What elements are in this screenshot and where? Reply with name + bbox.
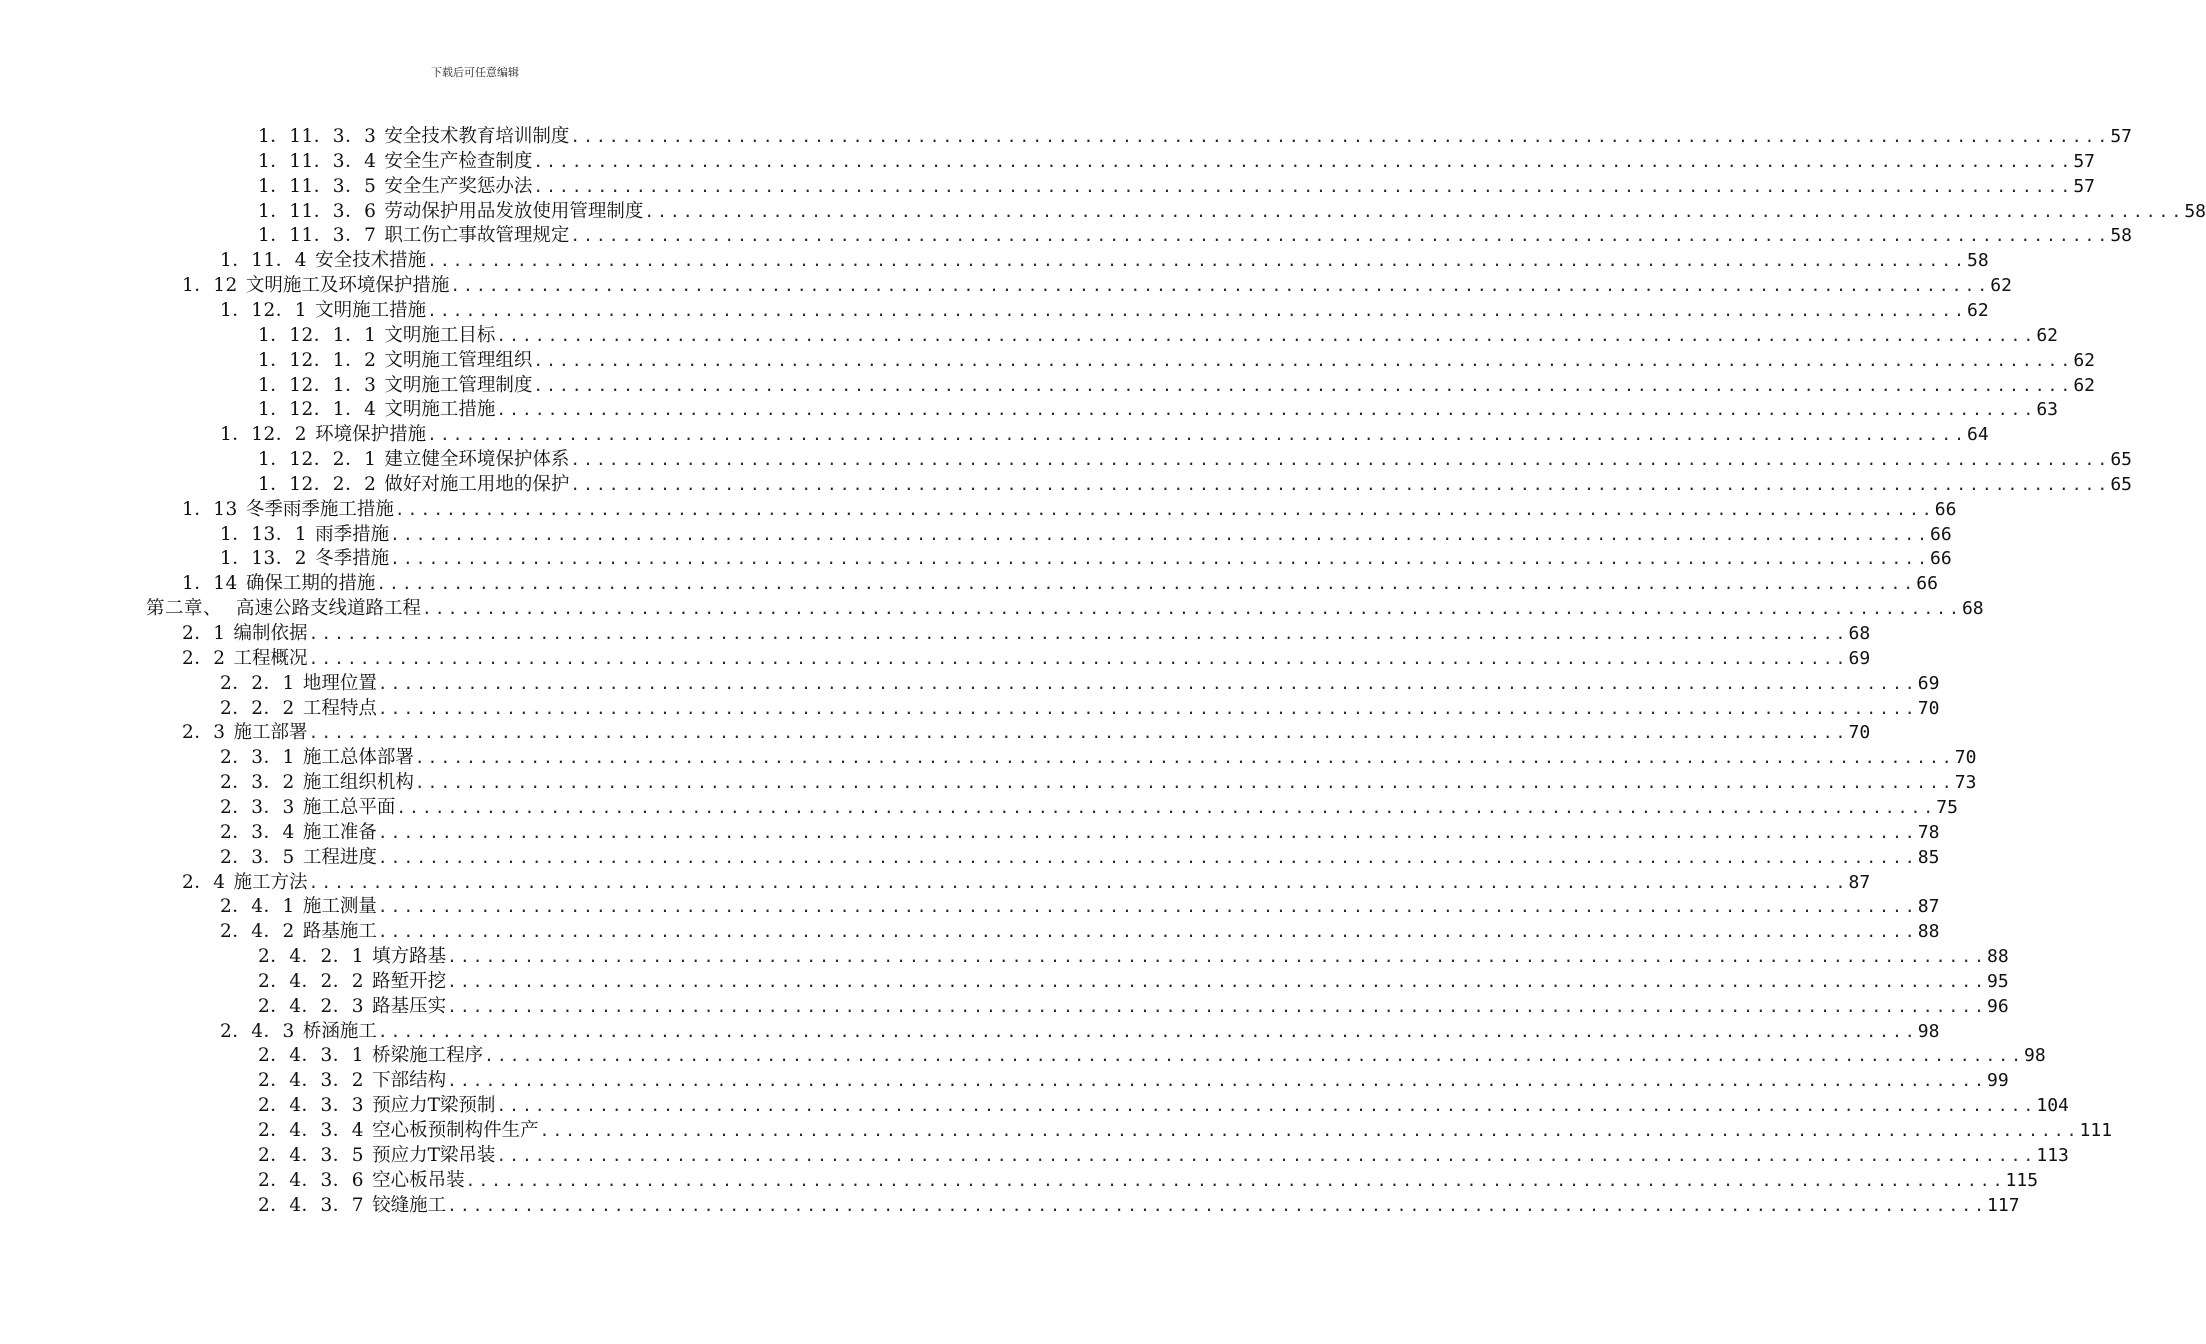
toc-entry-number: 1．11．3．7	[258, 225, 377, 247]
toc-entry-number: 1．13	[182, 498, 238, 520]
toc-entry-page-number: 99	[1987, 1070, 2009, 1092]
toc-entry-number: 1．11．3．3	[258, 126, 377, 147]
toc-dot-leader: ........................................................................................................................	[427, 300, 1968, 320]
toc-entry-number: 2．3	[182, 722, 226, 744]
toc-dot-leader: ........................................................................................................................	[377, 847, 1918, 867]
toc-entry-number: 1．12．2	[220, 424, 308, 446]
toc-dot-leader: ........................................................................................................................	[414, 773, 1955, 793]
toc-entry-page-number: 57	[2110, 126, 2132, 147]
toc-entry-title: 做好对施工用地的保护	[384, 473, 570, 495]
toc-entry-number: 1．11．4	[220, 250, 308, 272]
toc-entry-title: 路基压实	[372, 995, 447, 1017]
toc-entry-page-number: 111	[2079, 1120, 2113, 1141]
toc-entry-title: 预应力T梁预制	[372, 1095, 496, 1117]
toc-entry[interactable]	[182, 273, 2012, 298]
toc-entry-page-number: 58	[2110, 225, 2132, 247]
toc-entry[interactable]	[258, 1068, 2009, 1093]
toc-entry-title: 路堑开挖	[372, 970, 447, 992]
toc-entry-number: 2．4．2	[220, 921, 295, 943]
toc-dot-leader: ........................................................................................................................	[377, 822, 1918, 842]
toc-entry-page-number: 87	[1917, 896, 1940, 918]
toc-entry-page-number: 75	[1936, 796, 1958, 818]
toc-entry[interactable]	[258, 1043, 2046, 1068]
toc-entry-title: 铰缝施工	[372, 1194, 447, 1216]
toc-entry[interactable]	[146, 596, 1984, 621]
toc-entry-title: 空心板吊装	[372, 1169, 465, 1191]
toc-entry-number: 1．12．2．1	[258, 449, 377, 471]
toc-dot-leader: ........................................................................................................................	[396, 797, 1937, 817]
toc-dot-leader: ........................................................................................................................	[377, 897, 1918, 917]
toc-entry-title: 编制依据	[233, 623, 308, 644]
toc-entry[interactable]	[220, 298, 1989, 323]
toc-entry[interactable]	[258, 149, 2095, 174]
toc-entry[interactable]	[220, 770, 1977, 795]
toc-entry-title: 工程特点	[302, 697, 377, 719]
toc-entry[interactable]	[220, 845, 1940, 870]
toc-entry[interactable]	[258, 373, 2095, 398]
toc-entry-page-number: 98	[1917, 1020, 1940, 1042]
toc-dot-leader: ........................................................................................................................	[390, 549, 1931, 569]
toc-entry-number: 1．11．3．5	[258, 175, 377, 197]
toc-entry-number: 2．3．1	[220, 747, 295, 769]
toc-entry[interactable]	[258, 944, 2009, 969]
toc-entry-title: 雨季措施	[315, 523, 390, 545]
toc-entry-page-number: 69	[1848, 647, 1871, 669]
toc-entry[interactable]	[258, 447, 2132, 472]
toc-dot-leader: ........................................................................................................................	[570, 226, 2111, 246]
toc-entry-page-number: 66	[1930, 548, 1952, 570]
toc-dot-leader: ........................................................................................................................	[496, 325, 2037, 345]
toc-entry-number: 2．4．3．5	[258, 1144, 365, 1166]
toc-entry-title: 高速公路支线道路工程	[236, 598, 422, 620]
toc-entry-page-number: 69	[1917, 672, 1940, 694]
toc-entry[interactable]	[258, 174, 2095, 199]
toc-entry[interactable]	[220, 1019, 1940, 1044]
toc-entry[interactable]	[258, 223, 2132, 248]
toc-entry-title: 文明施工及环境保护措施	[245, 275, 450, 297]
toc-entry-number: 2．2．1	[220, 672, 295, 694]
toc-dot-leader: ........................................................................................................................	[496, 400, 2037, 420]
toc-entry-number: 2．4．3．1	[258, 1045, 365, 1067]
toc-entry-number: 1．12．1．3	[258, 374, 377, 396]
toc-entry-title: 文明施工管理组织	[384, 349, 533, 371]
toc-entry-page-number: 65	[2110, 473, 2132, 495]
toc-dot-leader: ........................................................................................................................	[533, 375, 2074, 395]
toc-entry-number: 2．4．3	[220, 1020, 295, 1042]
toc-dot-leader: ........................................................................................................................	[377, 698, 1918, 718]
toc-entry-number: 1．12．1	[220, 299, 308, 321]
toc-entry-number: 2．4．3．6	[258, 1169, 365, 1191]
toc-entry-number: 2．3．3	[220, 796, 295, 818]
toc-entry-number: 第二章、	[146, 598, 223, 620]
toc-entry-title: 安全技术措施	[315, 250, 427, 272]
toc-dot-leader: ........................................................................................................................	[484, 1046, 2025, 1066]
toc-entry[interactable]	[258, 124, 2132, 149]
toc-entry-page-number: 62	[2073, 349, 2095, 371]
toc-entry-title: 建立健全环境保护体系	[384, 449, 570, 471]
toc-entry-title: 工程概况	[233, 647, 308, 669]
toc-dot-leader: ........................................................................................................................	[570, 450, 2111, 470]
toc-entry[interactable]	[220, 696, 1940, 721]
toc-entry-page-number: 98	[2024, 1045, 2046, 1067]
toc-entry-number: 2．4．3．7	[258, 1194, 365, 1216]
toc-entry-page-number: 66	[1934, 498, 1957, 520]
toc-entry[interactable]	[220, 894, 1940, 919]
toc-entry-page-number: 68	[1848, 623, 1871, 644]
toc-entry[interactable]	[258, 1118, 2113, 1143]
toc-entry-number: 2．4．3．3	[258, 1095, 365, 1117]
toc-entry-page-number: 57	[2073, 175, 2095, 197]
toc-entry-title: 冬季雨季施工措施	[245, 498, 394, 520]
toc-entry[interactable]	[220, 422, 1989, 447]
toc-dot-leader: ........................................................................................................................	[450, 276, 1991, 296]
toc-entry-number: 2．3．4	[220, 821, 295, 843]
toc-entry-page-number: 88	[1987, 946, 2009, 968]
toc-entry-number: 1．12．2．2	[258, 473, 377, 495]
toc-entry-page-number: 64	[1967, 424, 1989, 446]
toc-dot-leader: ........................................................................................................................	[570, 127, 2111, 146]
toc-entry-page-number: 62	[1967, 299, 1989, 321]
toc-dot-leader: ........................................................................................................................	[447, 1195, 1988, 1215]
toc-entry-title: 文明施工管理制度	[384, 374, 533, 396]
toc-entry[interactable]	[258, 472, 2132, 497]
toc-dot-leader: ........................................................................................................................	[496, 1096, 2037, 1116]
toc-entry-title: 安全生产奖惩办法	[384, 175, 533, 197]
toc-entry-title: 施工部署	[233, 722, 308, 744]
toc-entry-page-number: 70	[1848, 722, 1871, 744]
toc-entry[interactable]	[258, 323, 2058, 348]
toc-entry-number: 2．3．2	[220, 772, 295, 794]
toc-entry-number: 1．11．3．4	[258, 150, 377, 172]
toc-entry-number: 1．13．2	[220, 548, 308, 570]
header-note: 下载后可任意编辑	[431, 66, 519, 79]
toc-entry-page-number: 85	[1917, 846, 1940, 868]
toc-entry[interactable]	[220, 795, 1958, 820]
toc-entry-number: 1．11．3．6	[258, 200, 377, 222]
toc-entry-title: 预应力T梁吊装	[372, 1144, 496, 1166]
toc-dot-leader: ........................................................................................................................	[414, 748, 1955, 768]
toc-entry-title: 桥涵施工	[302, 1020, 377, 1042]
toc-entry-page-number: 73	[1954, 772, 1977, 794]
toc-entry-number: 2．2	[182, 647, 226, 669]
toc-entry[interactable]	[258, 1193, 2020, 1218]
toc-entry-page-number: 113	[2036, 1144, 2069, 1166]
toc-entry-title: 劳动保护用品发放使用管理制度	[384, 200, 644, 222]
toc-entry-number: 2．4．2．3	[258, 995, 365, 1017]
toc-dot-leader: ........................................................................................................................	[533, 151, 2074, 171]
toc-entry-number: 1．12	[182, 275, 238, 297]
toc-entry-title: 下部结构	[372, 1070, 447, 1092]
toc-entry-title: 工程进度	[302, 846, 377, 868]
toc-entry-title: 填方路基	[372, 946, 447, 968]
toc-entry-number: 1．12．1．4	[258, 399, 377, 421]
toc-dot-leader: ........................................................................................................................	[533, 176, 2074, 196]
toc-entry[interactable]	[220, 522, 1952, 547]
toc-entry-title: 环境保护措施	[315, 424, 427, 446]
toc-entry-title: 地理位置	[302, 672, 377, 694]
toc-dot-leader: ........................................................................................................................	[377, 673, 1918, 693]
toc-entry-title: 冬季措施	[315, 548, 390, 570]
toc-entry-page-number: 70	[1954, 747, 1977, 769]
toc-entry-page-number: 104	[2036, 1095, 2069, 1117]
toc-dot-leader: ........................................................................................................................	[644, 201, 2185, 221]
toc-entry-page-number: 63	[2036, 399, 2058, 421]
toc-entry-number: 2．4	[182, 871, 226, 893]
toc-entry[interactable]	[182, 497, 1957, 522]
toc-entry[interactable]	[258, 994, 2009, 1019]
toc-entry[interactable]	[220, 248, 1989, 273]
toc-entry-title: 文明施工措施	[384, 399, 496, 421]
toc-entry-page-number: 68	[1961, 598, 1984, 620]
toc-dot-leader: ........................................................................................................................	[570, 474, 2111, 494]
toc-dot-leader: ........................................................................................................................	[447, 1071, 1988, 1091]
toc-entry[interactable]	[258, 199, 2206, 224]
toc-entry-page-number: 70	[1917, 697, 1940, 719]
toc-dot-leader: ........................................................................................................................	[308, 624, 1849, 643]
toc-entry[interactable]	[258, 397, 2058, 422]
toc-entry-page-number: 78	[1917, 821, 1940, 843]
toc-entry-title: 施工准备	[302, 821, 377, 843]
toc-entry-page-number: 65	[2110, 449, 2132, 471]
toc-entry-page-number: 62	[2036, 324, 2058, 346]
toc-entry[interactable]	[182, 720, 1871, 745]
toc-dot-leader: ........................................................................................................................	[427, 251, 1968, 271]
toc-entry-page-number: 95	[1987, 970, 2009, 992]
toc-dot-leader: ........................................................................................................................	[308, 872, 1849, 892]
toc-entry-title: 职工伤亡事故管理规定	[384, 225, 570, 247]
toc-entry[interactable]	[182, 646, 1871, 671]
toc-entry-title: 文明施工措施	[315, 299, 427, 321]
toc-entry-title: 空心板预制构件生产	[372, 1120, 539, 1141]
toc-dot-leader: ........................................................................................................................	[377, 922, 1918, 942]
toc-entry[interactable]	[220, 671, 1940, 696]
toc-entry-page-number: 57	[2073, 150, 2095, 172]
toc-entry-page-number: 96	[1987, 995, 2009, 1017]
toc-entry-number: 2．4．2．2	[258, 970, 365, 992]
toc-dot-leader: ........................................................................................................................	[376, 574, 1917, 594]
toc-entry-page-number: 66	[1930, 523, 1952, 545]
toc-entry-number: 2．4．3．2	[258, 1070, 365, 1092]
toc-dot-leader: ........................................................................................................................	[533, 350, 2074, 370]
toc-entry-number: 1．13．1	[220, 523, 308, 545]
toc-entry-number: 2．4．2．1	[258, 946, 365, 968]
toc-entry-number: 2．3．5	[220, 846, 295, 868]
toc-entry-title: 施工组织机构	[302, 772, 414, 794]
toc-entry-page-number: 58	[2184, 200, 2206, 222]
toc-dot-leader: ........................................................................................................................	[390, 524, 1931, 544]
toc-entry[interactable]	[258, 1143, 2069, 1168]
toc-entry-number: 2．2．2	[220, 697, 295, 719]
toc-entry[interactable]	[220, 745, 1977, 770]
toc-entry-number: 1．12．1．1	[258, 324, 377, 346]
toc-dot-leader: ........................................................................................................................	[377, 1021, 1918, 1041]
toc-dot-leader: ........................................................................................................................	[447, 996, 1988, 1016]
toc-dot-leader: ........................................................................................................................	[422, 599, 1962, 619]
toc-entry[interactable]	[258, 1093, 2069, 1118]
toc-dot-leader: ........................................................................................................................	[394, 499, 1935, 519]
toc-entry-page-number: 58	[1967, 250, 1989, 272]
toc-entry-title: 安全生产检查制度	[384, 150, 533, 172]
toc-entry-number: 1．12．1．2	[258, 349, 377, 371]
toc-entry-page-number: 66	[1916, 573, 1938, 595]
toc-entry[interactable]	[220, 546, 1952, 571]
toc-entry[interactable]	[258, 348, 2095, 373]
toc-entry[interactable]	[258, 1168, 2039, 1193]
toc-dot-leader: ........................................................................................................................	[427, 425, 1968, 445]
toc-entry-page-number: 117	[1987, 1194, 2020, 1216]
toc-dot-leader: ........................................................................................................................	[447, 971, 1988, 991]
toc-entry-number: 2．4．1	[220, 896, 295, 918]
toc-entry-title: 安全技术教育培训制度	[384, 126, 570, 147]
toc-dot-leader: ........................................................................................................................	[539, 1121, 2080, 1140]
toc-dot-leader: ........................................................................................................................	[308, 723, 1849, 743]
toc-dot-leader: ........................................................................................................................	[308, 648, 1849, 668]
toc-entry[interactable]	[258, 969, 2009, 994]
toc-entry-number: 2．4．3．4	[258, 1120, 365, 1141]
toc-entry-title: 桥梁施工程序	[372, 1045, 484, 1067]
toc-entry-page-number: 88	[1917, 921, 1940, 943]
toc-entry[interactable]	[182, 571, 1938, 596]
toc-entry-page-number: 62	[2073, 374, 2095, 396]
toc-entry-page-number: 87	[1848, 871, 1871, 893]
toc-entry[interactable]	[220, 820, 1940, 845]
toc-entry[interactable]	[182, 870, 1871, 895]
toc-dot-leader: ........................................................................................................................	[447, 947, 1988, 967]
toc-dot-leader: ........................................................................................................................	[496, 1145, 2037, 1165]
toc-entry-title: 施工测量	[302, 896, 377, 918]
toc-entry[interactable]	[220, 919, 1940, 944]
toc-entry-number: 2．1	[182, 623, 226, 644]
toc-entry-title: 施工总体部署	[302, 747, 414, 769]
toc-entry[interactable]	[182, 621, 1871, 646]
toc-entry-title: 文明施工目标	[384, 324, 496, 346]
toc-entry-title: 确保工期的措施	[245, 573, 376, 595]
toc-entry-title: 施工方法	[233, 871, 308, 893]
toc-entry-number: 1．14	[182, 573, 238, 595]
toc-dot-leader: ........................................................................................................................	[465, 1170, 2006, 1190]
toc-entry-title: 施工总平面	[302, 796, 396, 818]
toc-entry-page-number: 115	[2005, 1169, 2039, 1191]
toc-entry-page-number: 62	[1990, 275, 2012, 297]
toc-entry-title: 路基施工	[302, 921, 377, 943]
